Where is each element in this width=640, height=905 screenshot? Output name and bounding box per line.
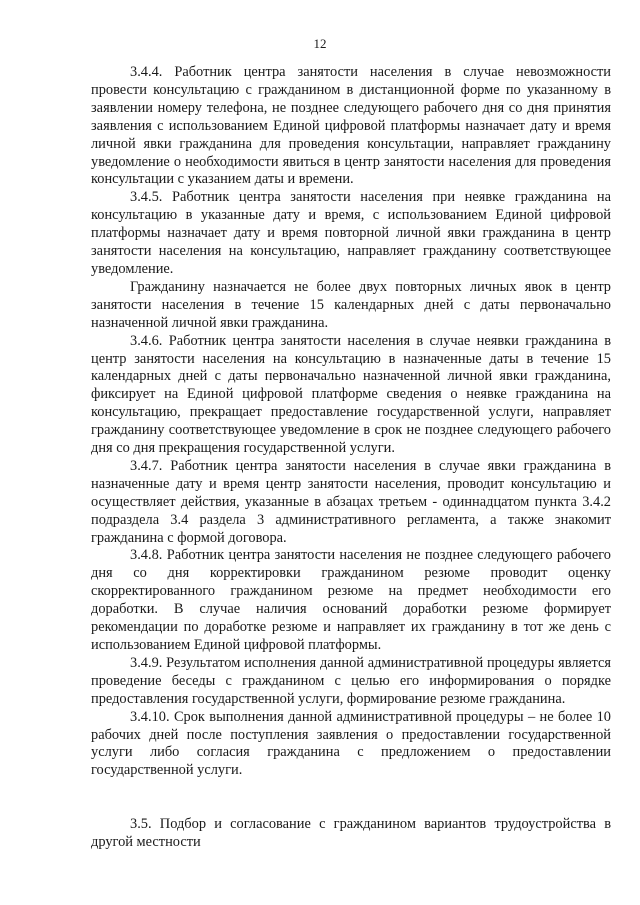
paragraph-3-4-6: 3.4.6. Работник центра занятости населения в случае неявки гражданина в центр занятости населения на консультацию в назначенные даты в течение 15 календарных дней с даты первоначально назначенной личной явки гражданина, фиксирует на Единой цифровой платформе сведения о неявке гражданина на консультацию, прекращает предоставление государственной услуги, направляет гражданину соответствующее уведомление в срок не позднее следующего рабочего дня со дня прекращения государственной услуги.	[91, 332, 611, 457]
section-heading-3-5: 3.5. Подбор и согласование с гражданином вариантов трудоустройства в другой местности	[91, 816, 611, 851]
paragraph-3-4-4: 3.4.4. Работник центра занятости населения в случае невозможности провести консультацию с гражданином в дистанционной форме по указанному в заявлении номеру телефона, не позднее следующего рабочего дня со дня принятия заявления с использованием Единой цифровой платформы назначает дату и время личной явки гражданина для проведения консультации, направляет гражданину уведомление о необходимости явиться в центр занятости населения для проведения консультации с указанием даты и времени.	[91, 64, 611, 188]
paragraph-3-4-9: 3.4.9. Результатом исполнения данной административной процедуры является проведение беседы с гражданином с целью его информирования о порядке предоставления государственной услуги, формирование резюме гражданина.	[91, 654, 611, 707]
paragraph-3-4-10: 3.4.10. Срок выполнения данной административной процедуры – не более 10 рабочих дней после поступления заявления о предоставлении государственной услуги либо согласия гражданина с предложением о предоставлении государственной услуги.	[91, 708, 611, 779]
paragraph-3-4-7: 3.4.7. Работник центра занятости населения в случае явки гражданина в назначенные дату и время центр занятости населения, проводит консультацию и осуществляет действия, указанные в абзацах третьем - одиннадцатом пункта 3.4.2 подраздела 3.4 раздела 3 административного регламента, а также знакомит гражданина с формой договора.	[91, 457, 611, 546]
paragraph-3-4-5: 3.4.5. Работник центра занятости населения при неявке гражданина на консультацию в указанные дату и время, с использованием Единой цифровой платформы назначает дату и время повторной личной явки гражданина в центр занятости населения на консультацию, направляет гражданину соответствующее уведомление.	[91, 189, 611, 277]
document-body	[91, 64, 611, 852]
paragraph-repeat-visits: Гражданину назначается не более двух повторных личных явок в центр занятости населения в течение 15 календарных дней с даты первоначально назначенной личной явки гражданина.	[91, 278, 611, 331]
paragraph-3-4-8: 3.4.8. Работник центра занятости населения не позднее следующего рабочего дня со дня корректировки гражданином резюме проводит оценку скорректированного гражданином резюме на предмет необходимости его доработки. В случае наличия оснований доработки резюме формирует рекомендации по доработке резюме и направляет их гражданину в тот же день с использованием Единой цифровой платформы.	[91, 547, 611, 653]
page-number: 12	[313, 36, 327, 51]
